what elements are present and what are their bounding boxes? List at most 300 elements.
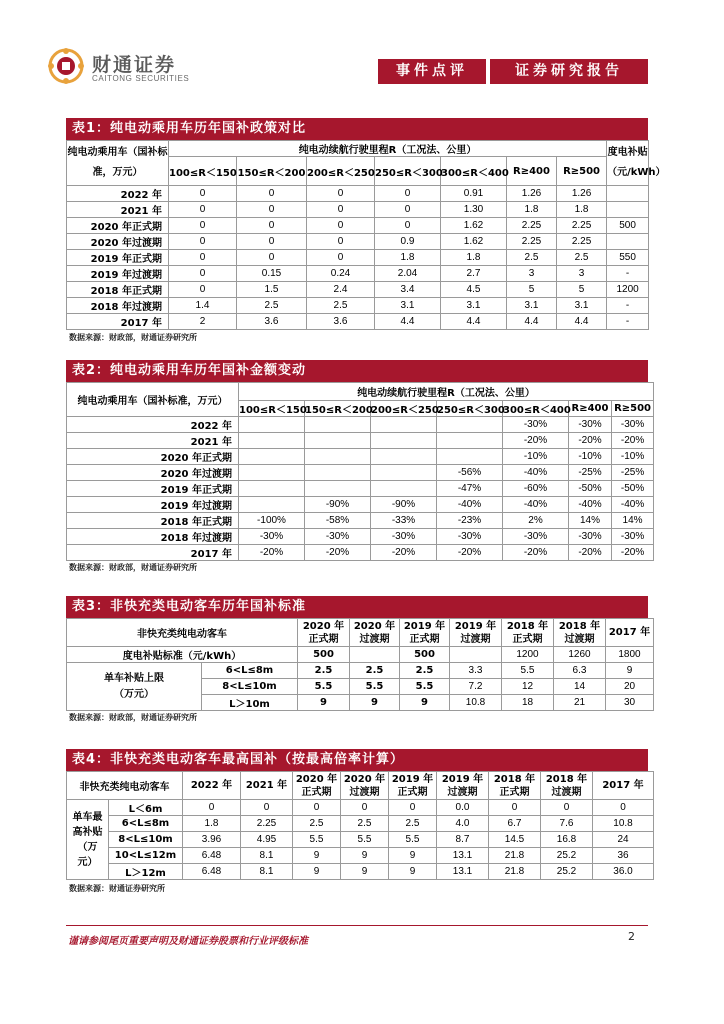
table-cell: 5.5 — [293, 832, 341, 848]
table-cell: -58% — [305, 513, 371, 529]
table-cell: -20% — [437, 545, 503, 561]
row-label: 2021 年 — [67, 202, 169, 218]
table-cell: 21.8 — [489, 848, 541, 864]
table-cell: 2.25 — [557, 218, 607, 234]
table-cell: 0 — [293, 800, 341, 816]
table4-period-header — [341, 772, 389, 800]
table-cell: 1.8 — [507, 202, 557, 218]
table4-period-header — [241, 772, 293, 800]
table-cell: 0.0 — [437, 800, 489, 816]
table2-range-header: 100≤R＜150 — [239, 401, 305, 417]
table1-col0-header: 纯电动乘用车（国补标准，万元） — [67, 141, 169, 186]
table-cell: 4.4 — [375, 314, 441, 330]
row-label: 2020 年正式期 — [67, 218, 169, 234]
table-cell: 3.1 — [507, 298, 557, 314]
table-cell — [437, 417, 503, 433]
table-cell: -47% — [437, 481, 503, 497]
table-cell: -50% — [612, 481, 654, 497]
table-cell: 2.5 — [307, 298, 375, 314]
table-row — [67, 545, 654, 561]
table-cell: -40% — [612, 497, 654, 513]
row-label: 2019 年正式期 — [67, 481, 239, 497]
table4-period-header — [389, 772, 437, 800]
table-cell — [239, 465, 305, 481]
table1-range-header: R≥400 — [507, 157, 557, 186]
table-cell: -20% — [612, 433, 654, 449]
table-row — [67, 282, 649, 298]
table-cell — [371, 433, 437, 449]
table4 — [66, 771, 654, 880]
table-cell: 2.5 — [557, 250, 607, 266]
table2-source: 数据来源：财政部，财通证券研究所 — [69, 563, 197, 572]
table-cell: 1200 — [607, 282, 649, 298]
table-row — [67, 481, 654, 497]
table-cell: 4.4 — [507, 314, 557, 330]
table-cell: 500 — [298, 647, 350, 663]
table-cell: 0 — [541, 800, 593, 816]
table3-cap-label — [67, 663, 202, 711]
period-year: 2020 年 — [302, 620, 345, 632]
row-label: 2019 年过渡期 — [67, 497, 239, 513]
table-cell: 0 — [307, 202, 375, 218]
table-row — [67, 832, 654, 848]
table-cell: 2.5 — [350, 663, 400, 679]
table3-energy-label: 度电补贴标准（元/kWh） — [67, 647, 298, 663]
period-phase: 正式期 — [512, 633, 543, 645]
table-cell: -20% — [569, 545, 612, 561]
row-label: L＞12m — [109, 864, 183, 880]
table-cell: -20% — [239, 545, 305, 561]
table-cell: 5 — [507, 282, 557, 298]
table-cell: -20% — [371, 545, 437, 561]
table-cell: 1.8 — [441, 250, 507, 266]
table1-source: 数据来源：财政部，财通证券研究所 — [69, 333, 197, 342]
table-cell: 0 — [169, 202, 237, 218]
table-cell: - — [607, 298, 649, 314]
table-cell: 0 — [489, 800, 541, 816]
table-cell: 4.5 — [441, 282, 507, 298]
table-cell: 0.24 — [307, 266, 375, 282]
table-cell: 5.5 — [298, 679, 350, 695]
period-year: 2020 年 — [295, 773, 338, 785]
table-cell: 2.5 — [389, 816, 437, 832]
table-row — [67, 529, 654, 545]
table-cell: 3.1 — [557, 298, 607, 314]
period-year: 2017 年 — [602, 779, 644, 791]
table-cell: 6.48 — [183, 864, 241, 880]
table-cell: 1.62 — [441, 218, 507, 234]
side-label-line: 单车最 — [72, 811, 103, 823]
table-cell: -23% — [437, 513, 503, 529]
table-cell: -60% — [503, 481, 569, 497]
table2-range-header: R≥500 — [612, 401, 654, 417]
table-cell: -30% — [612, 417, 654, 433]
table-cell: 7.6 — [541, 816, 593, 832]
table-cell: -100% — [239, 513, 305, 529]
table-cell: -50% — [569, 481, 612, 497]
table-cell: 0 — [169, 234, 237, 250]
table2-col0-header: 纯电动乘用车（国补标准，万元） — [67, 383, 239, 417]
table-row — [67, 465, 654, 481]
table-cell: 0 — [237, 218, 307, 234]
period-year: 2019 年 — [403, 620, 446, 632]
table-cell: 0 — [237, 186, 307, 202]
table-cell: 1.30 — [441, 202, 507, 218]
table-cell: 2.5 — [298, 663, 350, 679]
row-label: 2018 年过渡期 — [67, 298, 169, 314]
period-year: 2020 年 — [353, 620, 396, 632]
table-cell: 0 — [237, 202, 307, 218]
table-cell: 9 — [389, 848, 437, 864]
table-cell: 25.2 — [541, 864, 593, 880]
table-cell: 4.4 — [441, 314, 507, 330]
table-cell: 2.25 — [507, 234, 557, 250]
table-cell: 13.1 — [437, 864, 489, 880]
report-type-tab: 事件点评 — [378, 59, 486, 84]
table-cell: 1.8 — [557, 202, 607, 218]
table-cell: 8.1 — [241, 864, 293, 880]
table-row — [67, 449, 654, 465]
table-row — [67, 202, 649, 218]
table-cell: -20% — [612, 545, 654, 561]
table-row — [67, 417, 654, 433]
row-label: 6<L≤8m — [109, 816, 183, 832]
table-cell: 36.0 — [593, 864, 654, 880]
table-cell: -30% — [569, 529, 612, 545]
logo-text-en: CAITONG SECURITIES — [92, 74, 190, 83]
table-cell: 13.1 — [437, 848, 489, 864]
table2-range-header: 250≤R＜300 — [437, 401, 503, 417]
cap-label-line2: （万元） — [114, 688, 154, 700]
table-cell — [239, 417, 305, 433]
table4-period-header — [593, 772, 654, 800]
table-cell: -25% — [569, 465, 612, 481]
table-cell: 0 — [169, 282, 237, 298]
row-label: 2022 年 — [67, 186, 169, 202]
table-cell: 5 — [557, 282, 607, 298]
table3-source: 数据来源：财政部，财通证券研究所 — [69, 713, 197, 722]
table-row — [67, 663, 654, 679]
table-row — [67, 513, 654, 529]
table-cell: 9 — [400, 695, 450, 711]
table-cell: -25% — [612, 465, 654, 481]
page-header — [0, 0, 724, 95]
row-label: 2017 年 — [67, 545, 239, 561]
table-cell: -40% — [437, 497, 503, 513]
table-cell: 3.4 — [375, 282, 441, 298]
table-cell: -40% — [503, 465, 569, 481]
table-cell — [305, 433, 371, 449]
table-cell: 0 — [307, 234, 375, 250]
table-cell: 10.8 — [593, 816, 654, 832]
table-cell: 1.8 — [183, 816, 241, 832]
table-cell: 0 — [237, 250, 307, 266]
table-cell: 5.5 — [389, 832, 437, 848]
table2-range-header: R≥400 — [569, 401, 612, 417]
table-cell: 550 — [607, 250, 649, 266]
table-cell: -90% — [371, 497, 437, 513]
table-cell: 9 — [350, 695, 400, 711]
table-cell: 0.15 — [237, 266, 307, 282]
table-cell: 0 — [375, 218, 441, 234]
table-cell: 1.5 — [237, 282, 307, 298]
table2-range-header: 300≤R＜400 — [503, 401, 569, 417]
table3-title: 表3：非快充类电动客车历年国补标准 — [66, 596, 648, 618]
table-cell — [305, 481, 371, 497]
table1 — [66, 140, 666, 330]
table-cell: 2.5 — [400, 663, 450, 679]
row-label: 10<L≤12m — [109, 848, 183, 864]
table-cell: 3.6 — [237, 314, 307, 330]
table-cell: -10% — [569, 449, 612, 465]
table-cell: -20% — [503, 545, 569, 561]
table-cell: 0.91 — [441, 186, 507, 202]
table-cell: 1.8 — [375, 250, 441, 266]
table-cell: 0 — [169, 266, 237, 282]
period-phase: 正式期 — [499, 786, 530, 798]
table-cell: 1.26 — [557, 186, 607, 202]
table-cell — [305, 465, 371, 481]
table-row — [67, 186, 649, 202]
period-year: 2019 年 — [454, 620, 497, 632]
table1-range-header: 300≤R＜400 — [441, 157, 507, 186]
table4-source: 数据来源：财通证券研究所 — [69, 884, 165, 893]
table-cell: 9 — [389, 864, 437, 880]
table-cell: 3.1 — [441, 298, 507, 314]
table-cell — [239, 433, 305, 449]
table-cell: 500 — [607, 218, 649, 234]
table-cell: 2 — [169, 314, 237, 330]
table-cell: 6.7 — [489, 816, 541, 832]
period-year: 2020 年 — [343, 773, 386, 785]
table1-title: 表1：纯电动乘用车历年国补政策对比 — [66, 118, 648, 140]
table-cell: 0 — [169, 218, 237, 234]
period-phase: 正式期 — [409, 633, 440, 645]
table-cell: 4.95 — [241, 832, 293, 848]
table-cell: 5.5 — [350, 679, 400, 695]
table-cell: 9 — [293, 848, 341, 864]
table3-period-header — [350, 619, 400, 647]
table-cell: 9 — [341, 864, 389, 880]
table-cell: 3 — [507, 266, 557, 282]
table-cell: 8.1 — [241, 848, 293, 864]
period-year: 2017 年 — [608, 626, 651, 638]
table-cell: 2.25 — [507, 218, 557, 234]
table-row — [67, 250, 649, 266]
table-cell: 14 — [554, 679, 606, 695]
table4-period-header — [541, 772, 593, 800]
table-cell: - — [607, 314, 649, 330]
table-cell: 24 — [593, 832, 654, 848]
side-label-line: 元） — [77, 856, 98, 868]
row-label: 6<L≤8m — [202, 663, 298, 679]
row-label: 2022 年 — [67, 417, 239, 433]
table-cell: 16.8 — [541, 832, 593, 848]
table-cell: 1.26 — [507, 186, 557, 202]
row-label: 2020 年过渡期 — [67, 465, 239, 481]
table-row — [67, 433, 654, 449]
period-phase: 过渡期 — [447, 786, 478, 798]
table1-range-header: 150≤R＜200 — [237, 157, 307, 186]
table-cell: 3.1 — [375, 298, 441, 314]
table-cell: 500 — [400, 647, 450, 663]
table3-period-header — [400, 619, 450, 647]
table-cell: 6.48 — [183, 848, 241, 864]
table-cell — [239, 481, 305, 497]
table-cell: 1800 — [606, 647, 654, 663]
table-cell — [305, 417, 371, 433]
table-cell: 0 — [169, 186, 237, 202]
row-label: 2019 年过渡期 — [67, 266, 169, 282]
table2-group-header: 纯电动续航行驶里程R（工况法、公里） — [239, 383, 654, 401]
table-cell: 20 — [606, 679, 654, 695]
table-cell: 2.5 — [237, 298, 307, 314]
side-label-line: 高补贴 — [72, 826, 103, 838]
table-cell: 9 — [606, 663, 654, 679]
period-phase: 正式期 — [397, 786, 428, 798]
table4-period-header — [437, 772, 489, 800]
table-cell: 7.2 — [450, 679, 502, 695]
table-cell: 3.6 — [307, 314, 375, 330]
table-row — [67, 266, 649, 282]
table-cell: 0 — [241, 800, 293, 816]
table-cell: 3.96 — [183, 832, 241, 848]
table-row — [67, 234, 649, 250]
table1-range-header: R≥500 — [557, 157, 607, 186]
table-cell: 0 — [341, 800, 389, 816]
table-row — [67, 816, 654, 832]
table-cell: 3.3 — [450, 663, 502, 679]
period-phase: 过渡期 — [564, 633, 595, 645]
table-cell: 0 — [307, 250, 375, 266]
table-cell: 3 — [557, 266, 607, 282]
table-cell: 21.8 — [489, 864, 541, 880]
table-cell — [371, 417, 437, 433]
row-label: L＜6m — [109, 800, 183, 816]
table4-col0-header: 非快充类纯电动客车 — [67, 772, 183, 800]
table-row — [67, 848, 654, 864]
period-year: 2019 年 — [391, 773, 434, 785]
period-year: 2022 年 — [190, 779, 233, 791]
table-cell: -30% — [612, 529, 654, 545]
table-cell: 4.4 — [557, 314, 607, 330]
table-cell: 0 — [307, 186, 375, 202]
table-cell: -30% — [305, 529, 371, 545]
table4-period-header — [489, 772, 541, 800]
table-cell: 0 — [375, 202, 441, 218]
row-label: 2019 年正式期 — [67, 250, 169, 266]
table-cell: -33% — [371, 513, 437, 529]
table-cell — [607, 234, 649, 250]
table-cell: 0 — [593, 800, 654, 816]
table1-range-header: 200≤R＜250 — [307, 157, 375, 186]
table-cell: 2% — [503, 513, 569, 529]
table-cell: -40% — [569, 497, 612, 513]
table2 — [66, 382, 654, 561]
period-phase: 正式期 — [308, 633, 339, 645]
table-cell: 2.4 — [307, 282, 375, 298]
period-year: 2021 年 — [245, 779, 288, 791]
table3-col0-header: 非快充类纯电动客车 — [67, 619, 298, 647]
table-cell: 25.2 — [541, 848, 593, 864]
row-label: 8<L≤10m — [202, 679, 298, 695]
table-cell: -30% — [239, 529, 305, 545]
table-cell: -30% — [503, 529, 569, 545]
table-cell: -10% — [612, 449, 654, 465]
table-cell: 5.5 — [341, 832, 389, 848]
period-year: 2019 年 — [441, 773, 484, 785]
table-cell: 2.5 — [341, 816, 389, 832]
table-cell: -10% — [503, 449, 569, 465]
table-cell — [607, 202, 649, 218]
table3-period-header — [450, 619, 502, 647]
table-cell: -20% — [569, 433, 612, 449]
table3-period-header — [298, 619, 350, 647]
table1-group-header: 纯电动续航行驶里程R（工况法、公里） — [169, 141, 607, 157]
report-category-tab: 证券研究报告 — [490, 59, 648, 84]
table-cell: 0 — [183, 800, 241, 816]
table1-range-header: 250≤R＜300 — [375, 157, 441, 186]
table-cell: 2.25 — [557, 234, 607, 250]
table4-side-label — [67, 800, 109, 880]
footer-disclaimer: 谨请参阅尾页重要声明及财通证券股票和行业评级标准 — [68, 936, 308, 947]
table-cell: - — [607, 266, 649, 282]
table-cell — [239, 497, 305, 513]
table-cell — [371, 449, 437, 465]
table-cell: 8.7 — [437, 832, 489, 848]
table-cell: -40% — [503, 497, 569, 513]
company-logo — [48, 48, 248, 88]
table-cell — [305, 449, 371, 465]
table1-energy-header: 度电补贴（元/kWh） — [607, 141, 649, 186]
table-cell: -20% — [305, 545, 371, 561]
table2-range-header: 150≤R＜200 — [305, 401, 371, 417]
table-cell: 0 — [169, 250, 237, 266]
table-cell: 0.9 — [375, 234, 441, 250]
period-year: 2018 年 — [506, 620, 549, 632]
row-label: L＞10m — [202, 695, 298, 711]
table-cell — [607, 186, 649, 202]
row-label: 2018 年正式期 — [67, 513, 239, 529]
table3-period-header — [502, 619, 554, 647]
table-cell: 9 — [293, 864, 341, 880]
table1-range-header: 100≤R＜150 — [169, 157, 237, 186]
table-cell: 0 — [375, 186, 441, 202]
table-cell: 14% — [612, 513, 654, 529]
table-cell — [371, 465, 437, 481]
period-phase: 过渡期 — [460, 633, 491, 645]
table-cell: 14% — [569, 513, 612, 529]
table-cell: -90% — [305, 497, 371, 513]
row-label: 2020 年正式期 — [67, 449, 239, 465]
table-cell: 9 — [298, 695, 350, 711]
table3-period-header — [554, 619, 606, 647]
table-cell: 6.3 — [554, 663, 606, 679]
table-cell: 5.5 — [400, 679, 450, 695]
table-cell: 14.5 — [489, 832, 541, 848]
table-cell — [437, 433, 503, 449]
row-label: 2021 年 — [67, 433, 239, 449]
table-cell: 9 — [341, 848, 389, 864]
table-cell: 12 — [502, 679, 554, 695]
side-label-line: （万 — [77, 841, 98, 853]
table-cell: -30% — [371, 529, 437, 545]
table-cell: 1200 — [502, 647, 554, 663]
table-cell: -30% — [569, 417, 612, 433]
table-cell: 2.5 — [293, 816, 341, 832]
table-cell: 4.0 — [437, 816, 489, 832]
period-year: 2018 年 — [558, 620, 601, 632]
